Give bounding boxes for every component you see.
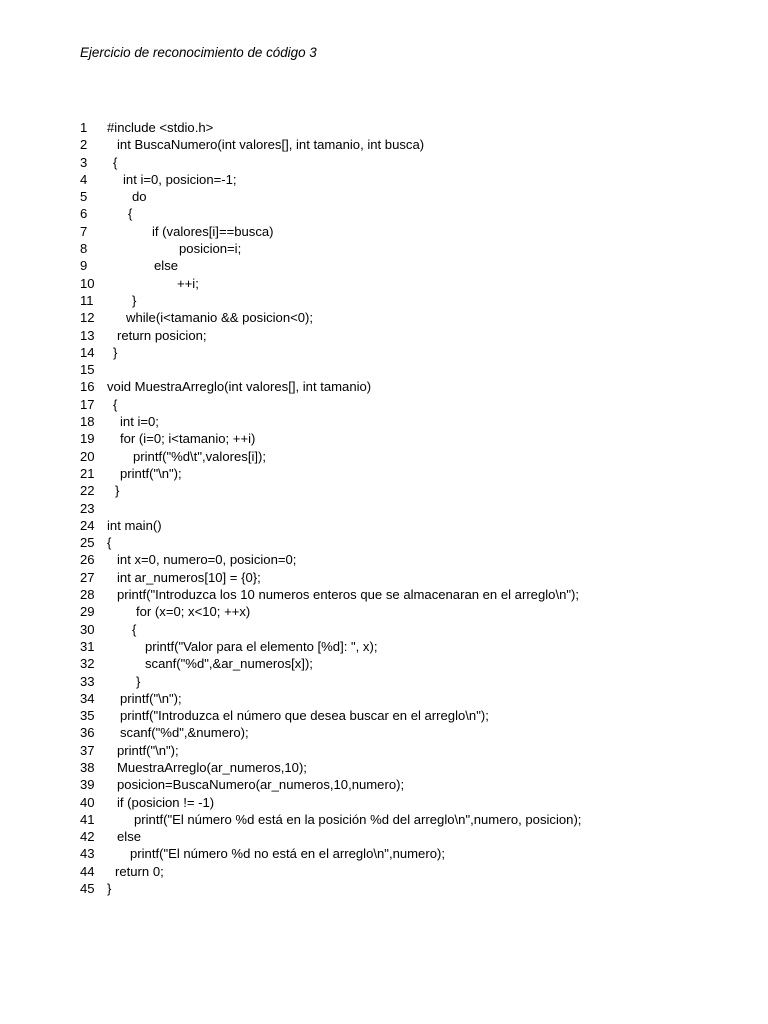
line-number: 43 bbox=[80, 846, 95, 862]
code-line bbox=[80, 275, 720, 292]
code-line bbox=[80, 448, 720, 465]
code-line bbox=[80, 690, 720, 707]
code-line bbox=[80, 154, 720, 171]
code-text: printf("Valor para el elemento [%d]: ", x); bbox=[145, 638, 378, 654]
line-number: 44 bbox=[80, 863, 95, 879]
code-text: printf("El número %d no está en el arreglo\n",numero); bbox=[130, 846, 445, 862]
line-number: 6 bbox=[80, 206, 88, 222]
code-text: return 0; bbox=[115, 863, 164, 879]
code-text: for (i=0; i<tamanio; ++i) bbox=[120, 431, 256, 447]
code-line bbox=[80, 673, 720, 690]
code-line bbox=[80, 794, 720, 811]
code-line bbox=[80, 292, 720, 309]
line-number: 10 bbox=[80, 275, 95, 291]
code-line bbox=[80, 811, 720, 828]
line-number: 37 bbox=[80, 742, 95, 758]
line-number: 26 bbox=[80, 552, 95, 568]
code-text: for (x=0; x<10; ++x) bbox=[136, 604, 251, 620]
line-number: 30 bbox=[80, 621, 95, 637]
line-number: 29 bbox=[80, 604, 95, 620]
code-text: posicion=BuscaNumero(ar_numeros,10,numero); bbox=[117, 777, 405, 793]
code-line bbox=[80, 742, 720, 759]
code-line bbox=[80, 430, 720, 447]
line-number: 22 bbox=[80, 483, 95, 499]
code-text: } bbox=[107, 881, 112, 897]
code-line bbox=[80, 517, 720, 534]
line-number: 39 bbox=[80, 777, 95, 793]
line-number: 9 bbox=[80, 258, 88, 274]
code-text: while(i<tamanio && posicion<0); bbox=[126, 310, 314, 326]
code-text: return posicion; bbox=[117, 327, 207, 343]
code-line bbox=[80, 327, 720, 344]
code-text: { bbox=[107, 535, 112, 551]
code-text: do bbox=[132, 189, 147, 205]
code-text: { bbox=[132, 621, 137, 637]
code-line bbox=[80, 569, 720, 586]
code-line bbox=[80, 863, 720, 880]
code-line bbox=[80, 500, 720, 517]
code-text: #include <stdio.h> bbox=[107, 120, 214, 135]
line-number: 40 bbox=[80, 794, 95, 810]
line-number: 36 bbox=[80, 725, 95, 741]
code-text: } bbox=[115, 483, 120, 499]
code-text: { bbox=[128, 206, 133, 222]
code-text: if (posicion != -1) bbox=[117, 794, 215, 810]
line-number: 38 bbox=[80, 759, 95, 775]
line-number: 33 bbox=[80, 673, 95, 689]
code-text: printf("%d\t",valores[i]); bbox=[133, 448, 266, 464]
code-line bbox=[80, 638, 720, 655]
line-number: 45 bbox=[80, 881, 95, 897]
line-number: 20 bbox=[80, 448, 95, 464]
code-text: scanf("%d",&ar_numeros[x]); bbox=[145, 656, 313, 672]
code-text: { bbox=[113, 154, 118, 170]
code-line bbox=[80, 119, 720, 136]
code-text: } bbox=[113, 344, 118, 360]
code-line bbox=[80, 534, 720, 551]
line-number: 14 bbox=[80, 344, 95, 360]
line-number: 42 bbox=[80, 829, 95, 845]
code-line bbox=[80, 845, 720, 862]
code-line bbox=[80, 482, 720, 499]
line-number: 19 bbox=[80, 431, 95, 447]
line-number: 3 bbox=[80, 154, 88, 170]
code-text: void MuestraArreglo(int valores[], int tamanio) bbox=[107, 379, 372, 395]
code-text: int main() bbox=[107, 517, 162, 533]
code-line bbox=[80, 136, 720, 153]
line-number: 12 bbox=[80, 310, 95, 326]
line-number: 7 bbox=[80, 223, 88, 239]
code-line bbox=[80, 880, 720, 897]
code-text: MuestraArreglo(ar_numeros,10); bbox=[117, 759, 307, 775]
code-line bbox=[80, 828, 720, 845]
line-number: 4 bbox=[80, 171, 88, 187]
code-text: } bbox=[132, 292, 137, 308]
code-text: printf("\n"); bbox=[120, 690, 182, 706]
line-number: 25 bbox=[80, 535, 95, 551]
code-line bbox=[80, 586, 720, 603]
code-line bbox=[80, 188, 720, 205]
code-line bbox=[80, 655, 720, 672]
code-line bbox=[80, 344, 720, 361]
code-line bbox=[80, 309, 720, 326]
code-text: int ar_numeros[10] = {0}; bbox=[117, 569, 261, 585]
line-number: 2 bbox=[80, 137, 88, 153]
code-line bbox=[80, 603, 720, 620]
line-number: 18 bbox=[80, 414, 95, 430]
code-line bbox=[80, 759, 720, 776]
code-line bbox=[80, 551, 720, 568]
code-text: posicion=i; bbox=[179, 241, 242, 257]
line-number: 11 bbox=[80, 292, 94, 308]
line-number: 16 bbox=[80, 379, 95, 395]
code-text: } bbox=[136, 673, 141, 689]
line-number: 27 bbox=[80, 569, 95, 585]
line-number: 15 bbox=[80, 362, 95, 378]
code-text: printf("Introduzca los 10 numeros enteros que se almacenaran en el arreglo\n"); bbox=[117, 587, 580, 603]
code-text: printf("Introduzca el número que desea buscar en el arreglo\n"); bbox=[120, 708, 489, 724]
line-number: 17 bbox=[80, 396, 95, 412]
line-number: 28 bbox=[80, 587, 95, 603]
code-text: else bbox=[117, 829, 142, 845]
line-number: 24 bbox=[80, 517, 95, 533]
code-line bbox=[80, 378, 720, 395]
code-line bbox=[80, 171, 720, 188]
code-text: printf("El número %d está en la posición %d del arreglo\n",numero, posicion); bbox=[134, 811, 582, 827]
line-number: 21 bbox=[80, 465, 95, 481]
code-line bbox=[80, 396, 720, 413]
line-number: 32 bbox=[80, 656, 95, 672]
code-line bbox=[80, 240, 720, 257]
line-number: 34 bbox=[80, 690, 95, 706]
code-text: { bbox=[113, 396, 118, 412]
line-number: 31 bbox=[80, 638, 95, 654]
line-number: 5 bbox=[80, 189, 88, 205]
code-line bbox=[80, 413, 720, 430]
code-line bbox=[80, 223, 720, 240]
code-text: int BuscaNumero(int valores[], int tamanio, int busca) bbox=[117, 137, 425, 153]
code-line bbox=[80, 257, 720, 274]
line-number: 41 bbox=[80, 811, 95, 827]
code-line bbox=[80, 205, 720, 222]
code-line bbox=[80, 707, 720, 724]
line-number: 1 bbox=[80, 120, 88, 135]
code-listing bbox=[80, 119, 720, 897]
code-text: if (valores[i]==busca) bbox=[152, 223, 274, 239]
document-title: Ejercicio de reconocimiento de código 3 bbox=[80, 45, 317, 60]
code-line bbox=[80, 621, 720, 638]
code-text: printf("\n"); bbox=[117, 742, 179, 758]
code-text: int i=0, posicion=-1; bbox=[123, 171, 237, 187]
code-text: int x=0, numero=0, posicion=0; bbox=[117, 552, 297, 568]
line-number: 35 bbox=[80, 708, 95, 724]
code-line bbox=[80, 465, 720, 482]
code-text: int i=0; bbox=[120, 414, 159, 430]
code-line bbox=[80, 361, 720, 378]
code-text: printf("\n"); bbox=[120, 465, 182, 481]
line-number: 8 bbox=[80, 241, 88, 257]
code-text: ++i; bbox=[177, 275, 199, 291]
line-number: 23 bbox=[80, 500, 95, 516]
code-line bbox=[80, 776, 720, 793]
code-text: scanf("%d",&numero); bbox=[120, 725, 249, 741]
code-text: else bbox=[154, 258, 179, 274]
code-line bbox=[80, 724, 720, 741]
line-number: 13 bbox=[80, 327, 95, 343]
